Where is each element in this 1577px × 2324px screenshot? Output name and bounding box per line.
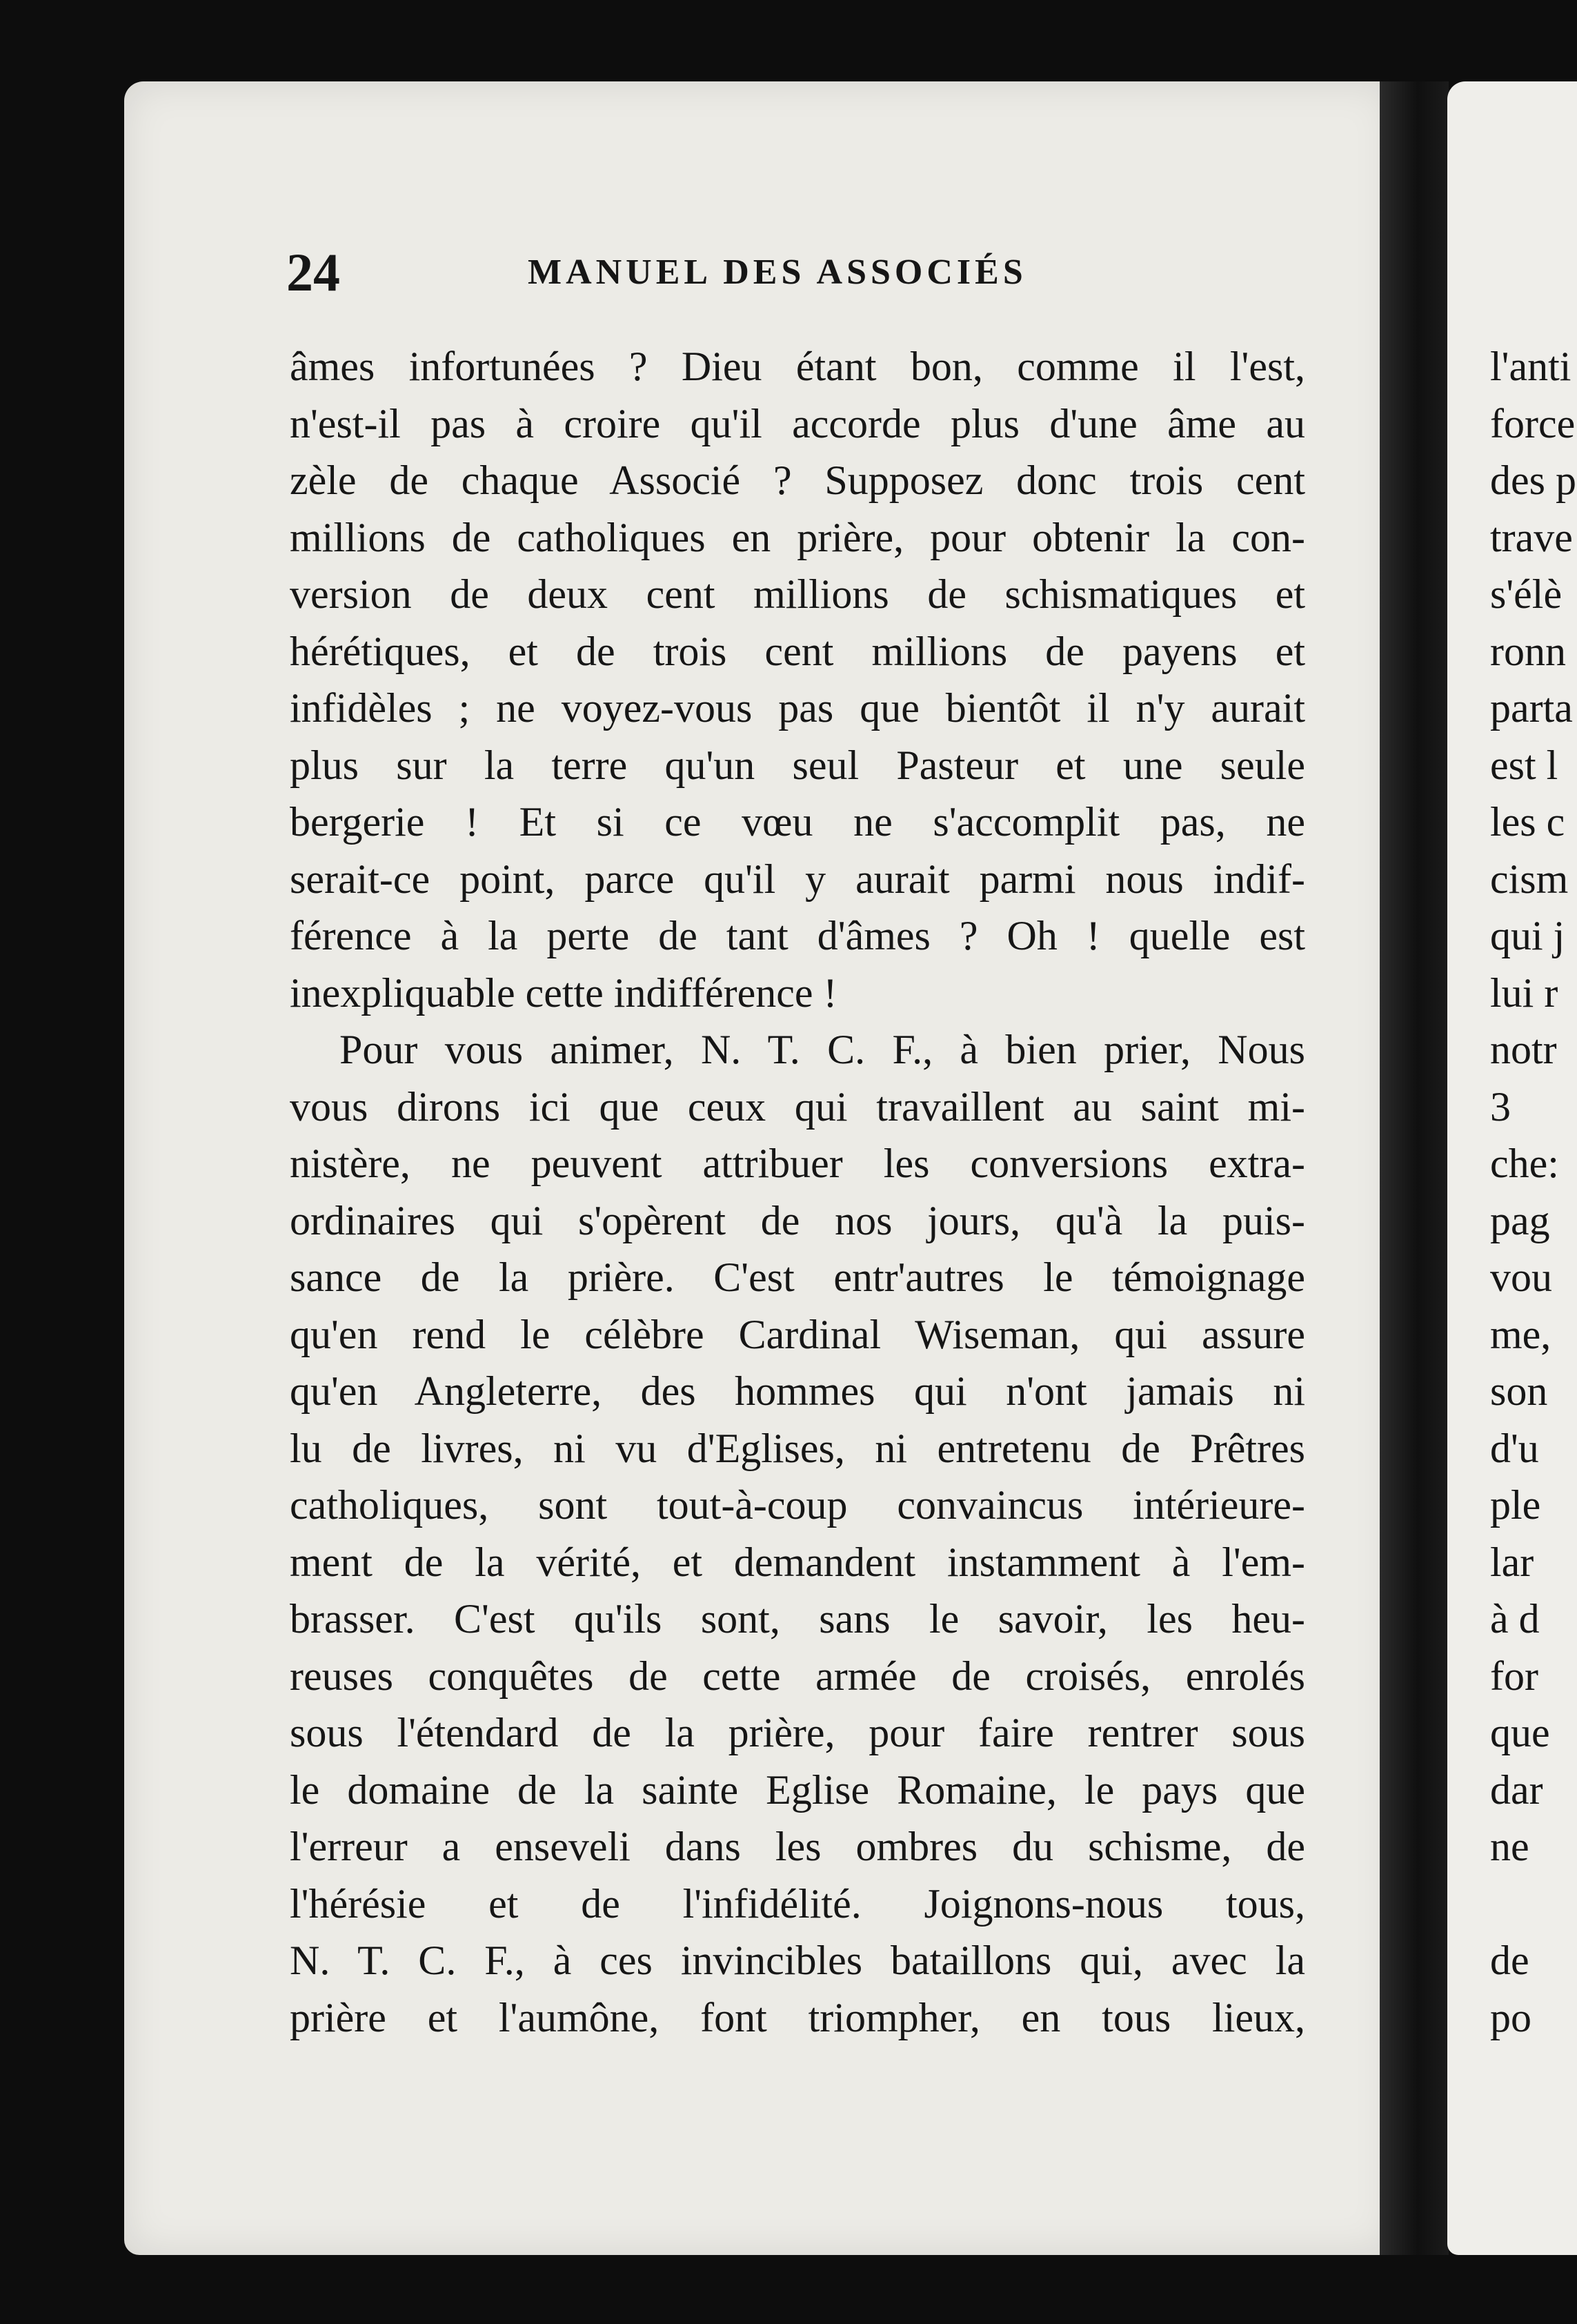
facing-line: ple [1490,1482,1541,1528]
text-line: brasser. C'est qu'ils sont, sans le savoir, les heu- [290,1596,1305,1642]
text-line: férence à la perte de tant d'âmes ? Oh ! quelle est [290,913,1305,958]
facing-line: ne [1490,1824,1529,1869]
text-line: bergerie ! Et si ce vœu ne s'accomplit pas, ne [290,799,1305,845]
facing-line: pag [1490,1197,1550,1243]
text-line: plus sur la terre qu'un seul Pasteur et une seule [290,742,1305,788]
facing-line: che: [1490,1141,1559,1186]
text-line: hérétiques, et de trois cent millions de payens et [290,628,1305,674]
facing-line: cism [1490,856,1569,902]
facing-line: de [1490,1938,1529,1983]
text-line: qu'en Angleterre, des hommes qui n'ont jamais ni [290,1368,1305,1414]
text-line: ment de la vérité, et demandent instamment à l'em- [290,1539,1305,1585]
text-line: N. T. C. F., à ces invincibles bataillons qui, avec la [290,1938,1305,1983]
facing-line [1490,1875,1577,1933]
text-line: version de deux cent millions de schismatiques et [290,571,1305,617]
text-line: n'est-il pas à croire qu'il accorde plus d'une âme au [290,400,1305,446]
facing-line: notr [1490,1027,1557,1072]
facing-line: qui j [1490,913,1565,958]
text-line: catholiques, sont tout-à-coup convaincus intérieure- [290,1482,1305,1528]
text-line: serait-ce point, parce qu'il y aurait parmi nous indif- [290,856,1305,902]
facing-line: lui r [1490,969,1558,1016]
page-number: 24 [286,242,340,302]
text-line: l'hérésie et de l'infidélité. Joignons-nous tous, [290,1880,1305,1927]
text-line: prière et l'aumône, font triompher, en tous lieux, [290,1994,1305,2040]
facing-line: son [1490,1368,1548,1414]
text-line: nistère, ne peuvent attribuer les conversions extra- [290,1141,1305,1186]
text-line: infidèles ; ne voyez-vous pas que bientôt il n'y aurait [290,685,1305,731]
facing-line: po [1490,1994,1531,2040]
facing-line: à d [1490,1596,1540,1642]
facing-line: d'u [1490,1425,1539,1471]
paragraph-start-line: Pour vous animer, N. T. C. F., à bien prier, Nous [339,1027,1305,1072]
body-text [290,338,1305,2046]
text-line: reuses conquêtes de cette armée de croisés, enrolés [290,1653,1305,1699]
facing-line: parta [1490,685,1573,731]
book-gutter [1380,81,1449,2255]
facing-line: que [1490,1710,1550,1755]
facing-line: des p [1490,457,1576,503]
text-line: l'erreur a enseveli dans les ombres du schisme, de [290,1824,1305,1869]
facing-line: force [1490,400,1576,446]
facing-line: est l [1490,742,1558,788]
page-header [286,235,1321,311]
text-line: ordinaires qui s'opèrent de nos jours, qu'à la puis- [290,1197,1305,1243]
facing-line: for [1490,1653,1538,1699]
text-line: qu'en rend le célèbre Cardinal Wiseman, qui assure [290,1311,1305,1357]
facing-line: s'élè [1490,571,1563,617]
text-line: zèle de chaque Associé ? Supposez donc trois cent [290,457,1305,503]
facing-line: vou [1490,1254,1552,1300]
facing-line: les c [1490,799,1565,845]
text-line: âmes infortunées ? Dieu étant bon, comme il l'est, [290,344,1305,389]
facing-line: l'anti [1490,344,1571,389]
running-title: MANUEL DES ASSOCIÉS [528,253,1027,292]
text-line: inexpliquable cette indifférence ! [290,969,837,1016]
text-line: lu de livres, ni vu d'Eglises, ni entretenu de Prêtres [290,1425,1305,1471]
facing-line: me, [1490,1311,1551,1357]
facing-line: dar [1490,1766,1543,1813]
facing-line: lar [1490,1539,1534,1585]
text-line: sance de la prière. C'est entr'autres le témoignage [290,1254,1305,1300]
text-line: millions de catholiques en prière, pour obtenir la con- [290,514,1305,560]
text-line: sous l'étendard de la prière, pour faire rentrer sous [290,1710,1305,1755]
facing-page-text [1490,338,1577,2046]
text-line: le domaine de la sainte Eglise Romaine, le pays que [290,1766,1305,1813]
facing-line: 3 [1490,1083,1511,1130]
text-line: vous dirons ici que ceux qui travaillent au saint mi- [290,1083,1305,1130]
facing-line: ronn [1490,628,1566,674]
facing-line: trave [1490,514,1573,560]
